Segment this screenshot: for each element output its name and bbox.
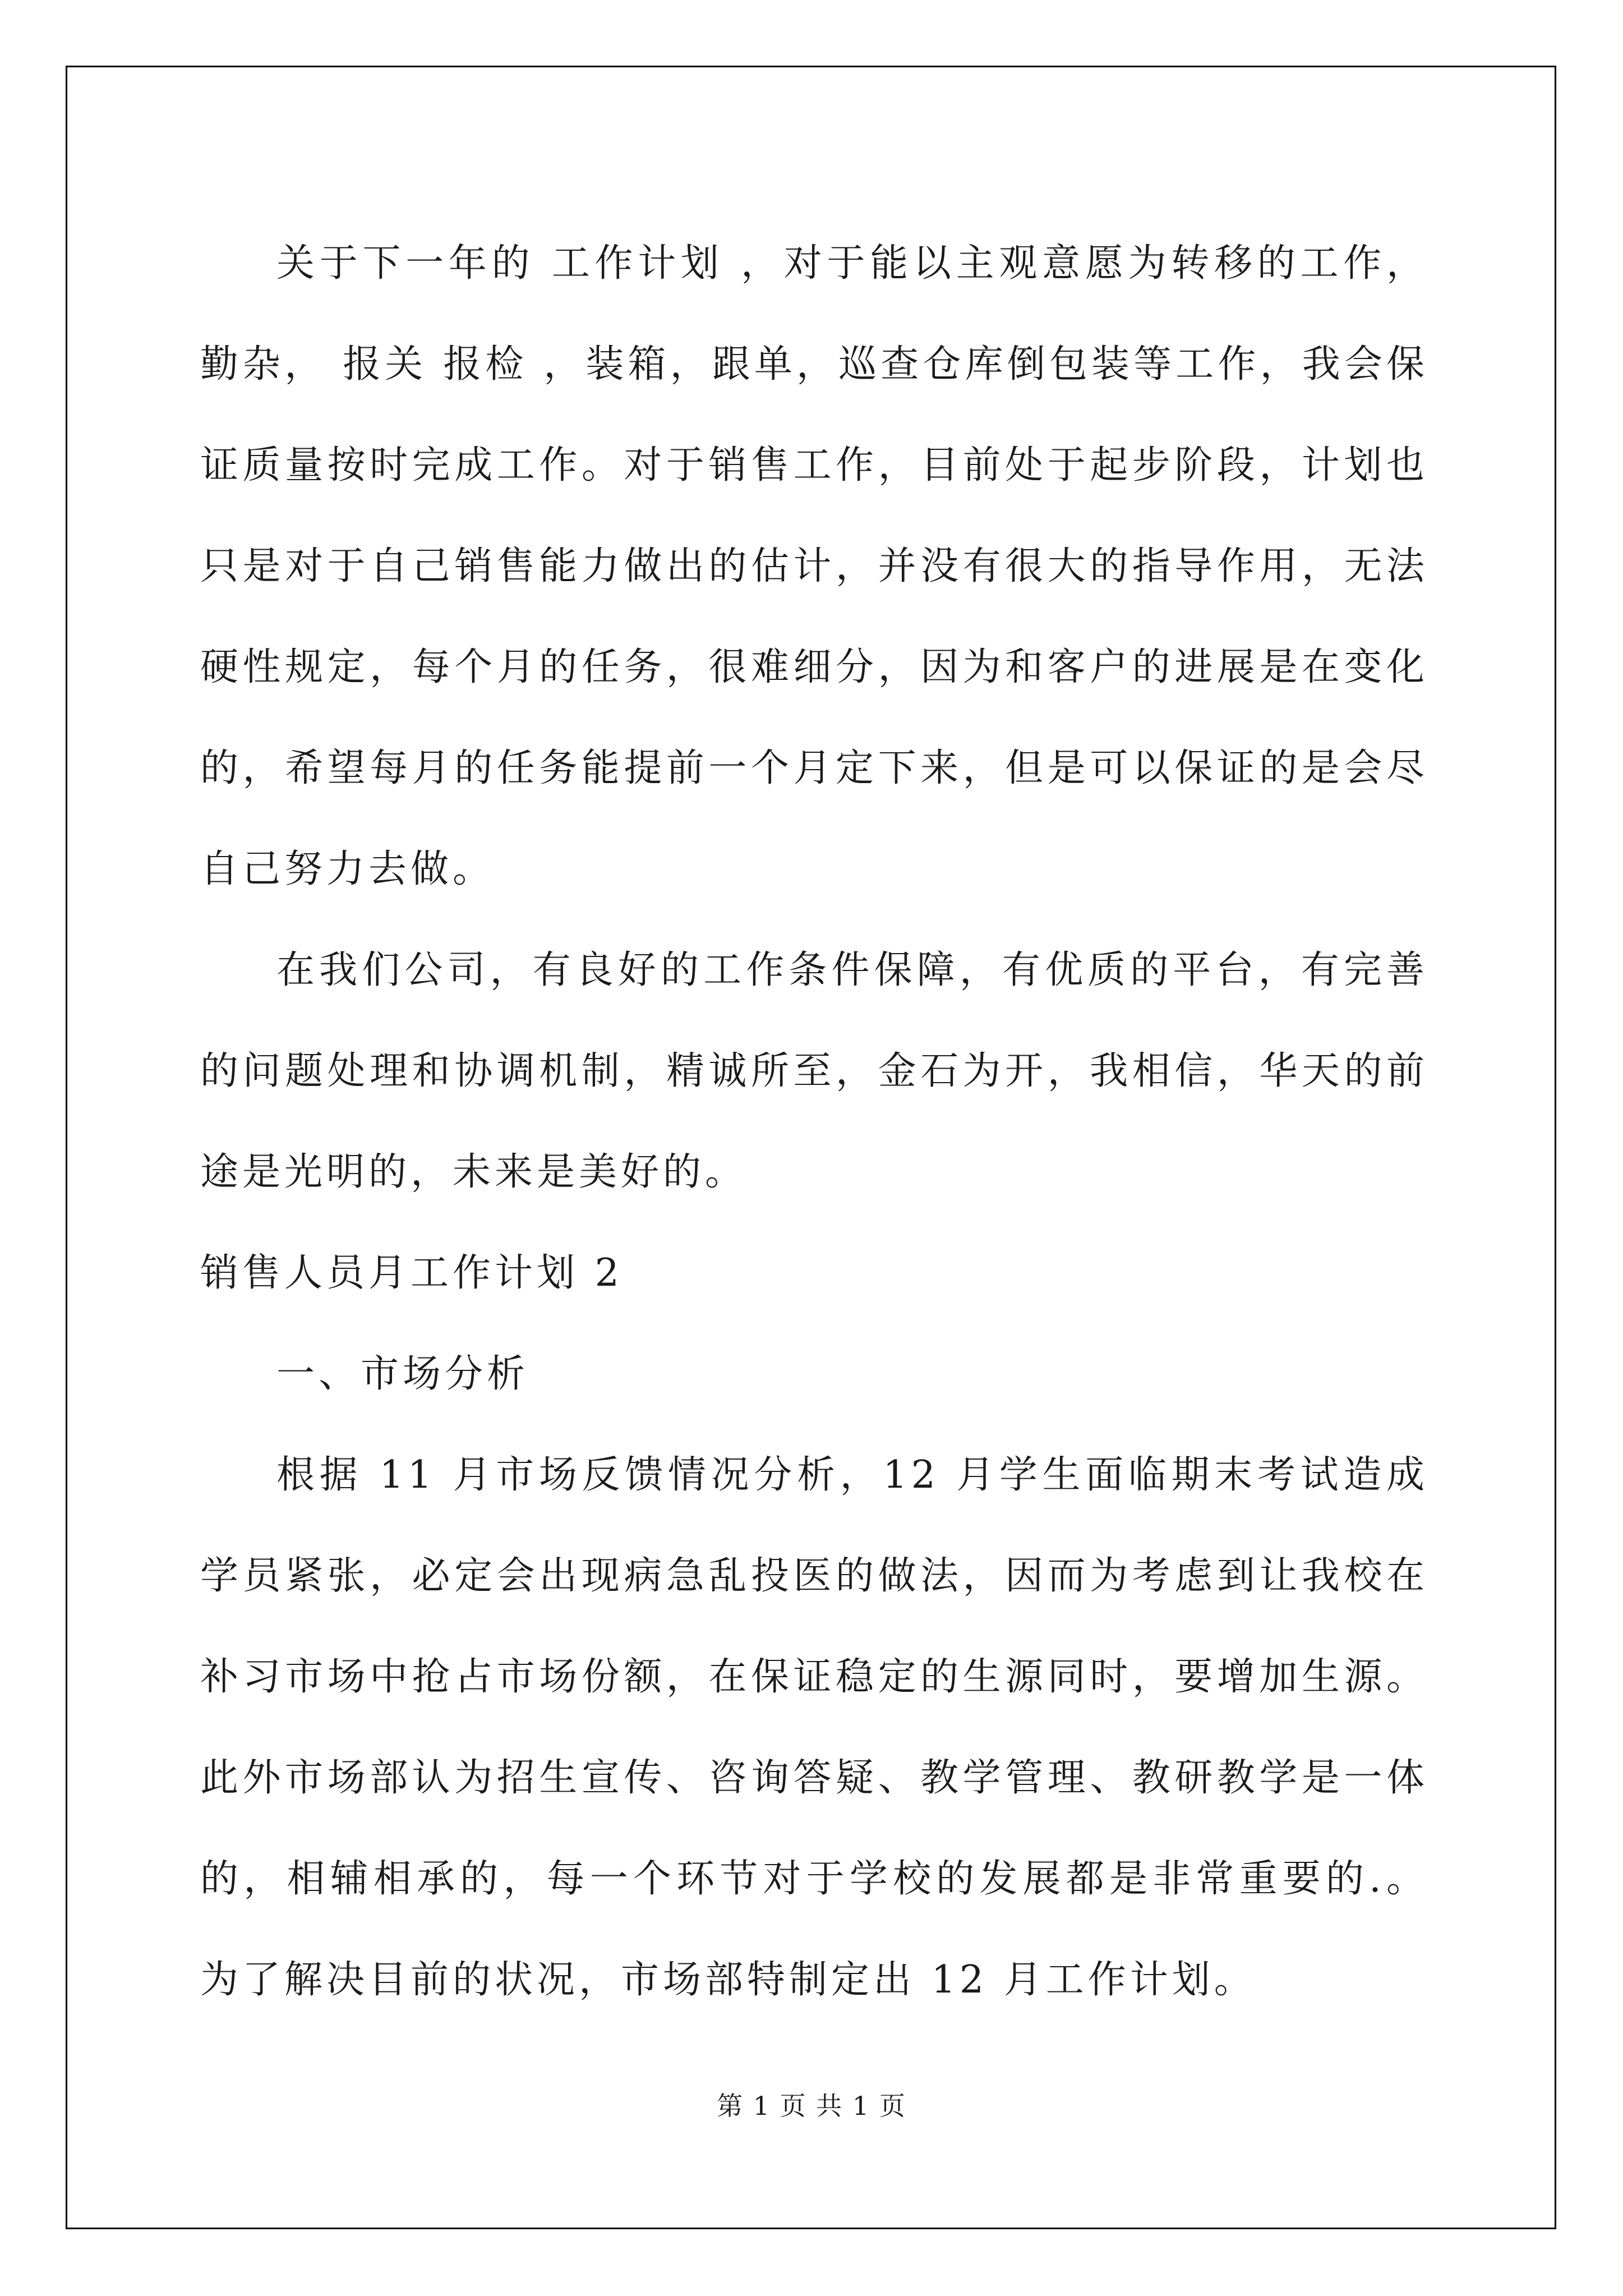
section-heading: 销售人员月工作计划 2 — [200, 1251, 623, 1295]
paragraph-work-plan-next-year: 关于下一年的 工作计划 ，对于能以主观意愿为转移的工作，勤杂， 报关 报检 ，装箱，跟单，巡查仓库倒包装等工作，我会保证质量按时完成工作。对于销售工作，目前处于起步阶段，计划也只是对于自己销售能力做出的估计，并没有很大的指导作用，无法硬性规定，每个月的任务，很难细分，因为和客户的进展是在变化的，希望每月的任务能提前一个月定下来，但是可以保证的是会尽自己努力去做。 — [200, 241, 1428, 891]
page-footer: 第 1 页 共 1 页 — [717, 2091, 906, 2121]
subsection-heading: 一、市场分析 — [276, 1352, 529, 1396]
document-body — [200, 213, 1428, 2031]
paragraph-company-outlook: 在我们公司，有良好的工作条件保障，有优质的平台，有完善的问题处理和协调机制，精诚所至，金石为开，我相信，华天的前途是光明的，未来是美好的。 — [200, 948, 1428, 1194]
paragraph-market-analysis: 根据 11 月市场反馈情况分析，12 月学生面临期末考试造成学员紧张，必定会出现病急乱投医的做法，因而为考虑到让我校在补习市场中抢占市场份额，在保证稳定的生源同时，要增加生源。此外市场部认为招生宣传、咨询答疑、教学管理、教研教学是一体的，相辅相承的，每一个环节对于学校的发展都是非常重要的.。为了解决目前的状况，市场部特制定出 12 月工作计划。 — [200, 1453, 1428, 2002]
